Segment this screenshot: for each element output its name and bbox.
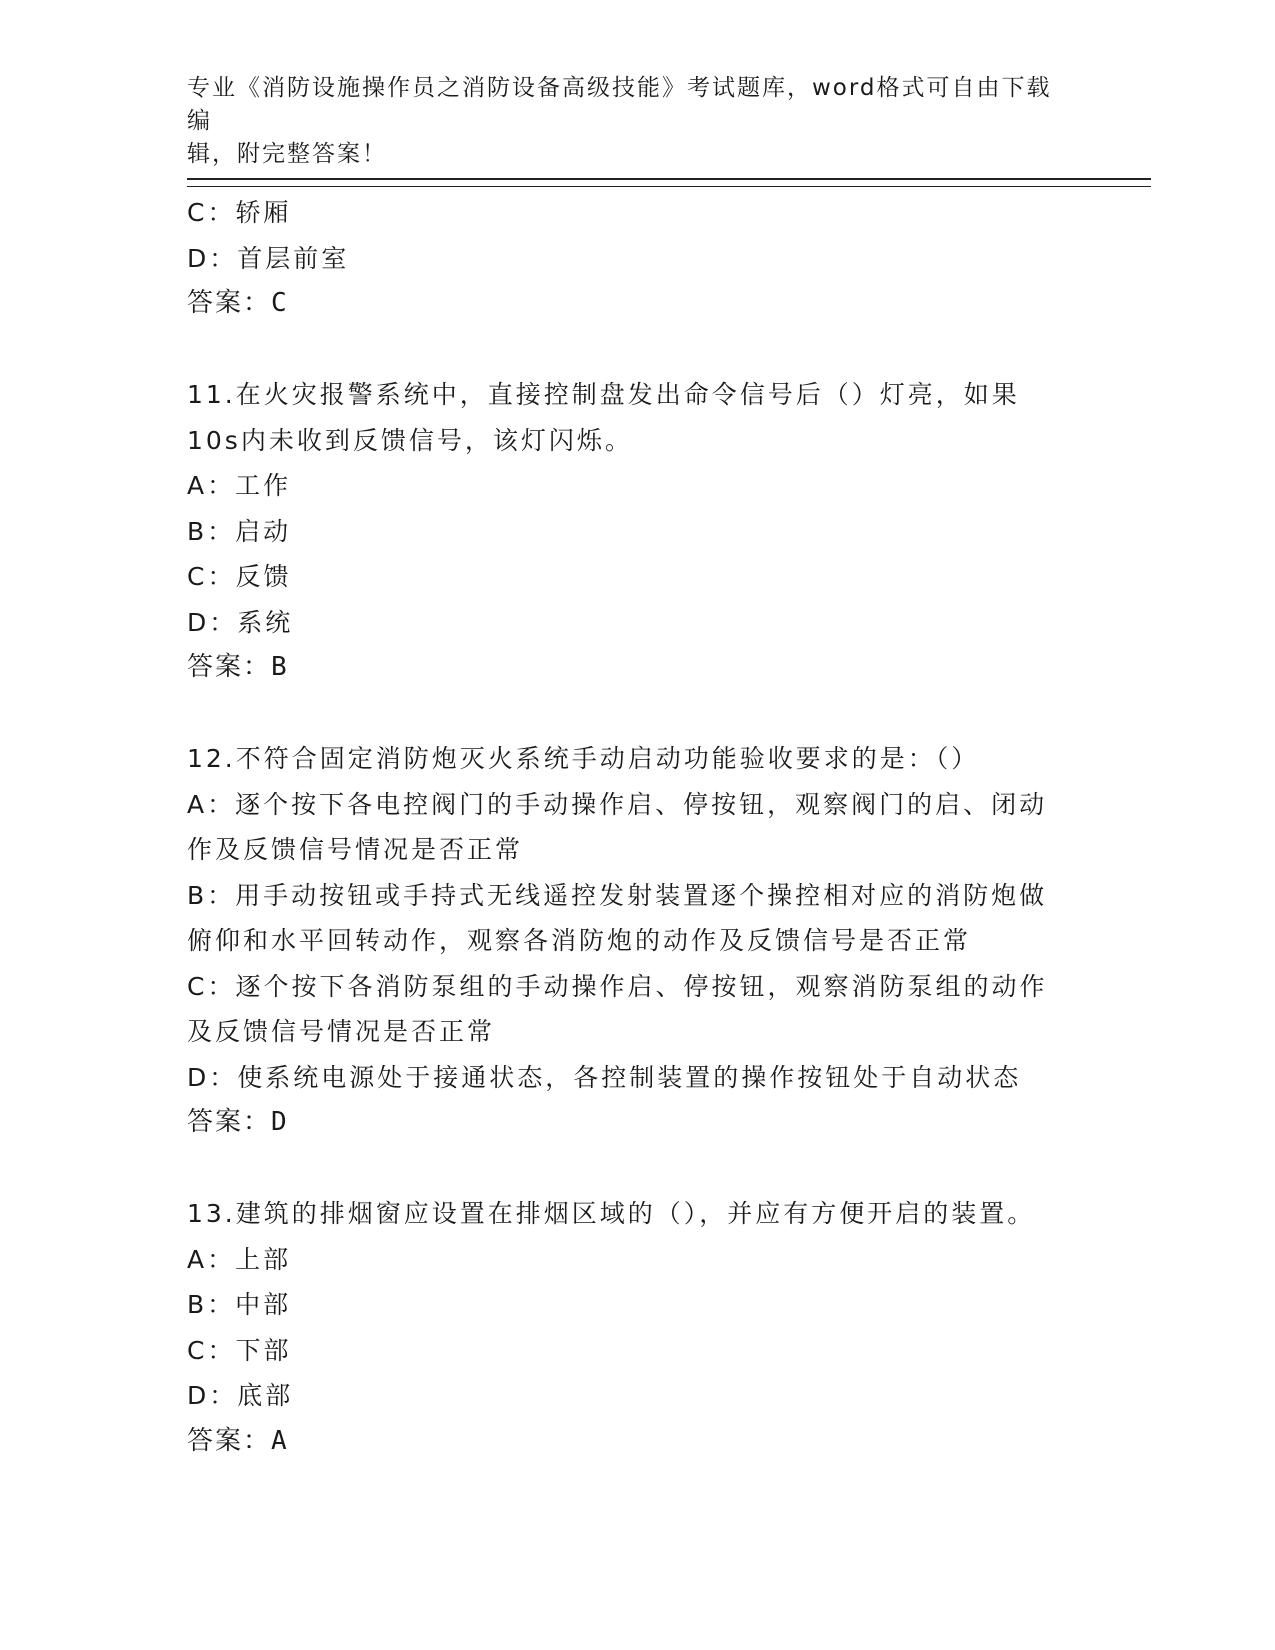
option-c-cont: 及反馈信号情况是否正常 — [187, 1017, 496, 1046]
option-b: B：启动 — [187, 516, 292, 546]
answer-label: 答案： — [187, 288, 272, 318]
option-c: C：轿厢 — [187, 198, 292, 227]
answer-label: 答案： — [187, 1425, 272, 1456]
option-c: C：反馈 — [187, 562, 292, 591]
answer — [187, 1100, 1087, 1146]
option-d: D：底部 — [187, 1381, 294, 1410]
option-c: C：下部 — [187, 1335, 292, 1365]
answer-value: D — [271, 1107, 288, 1137]
question-11-stem: 11.在火灾报警系统中，直接控制盘发出命令信号后（）灯亮，如果 — [187, 380, 1020, 409]
answer-value: A — [271, 1425, 288, 1456]
answer-label: 答案： — [187, 652, 272, 682]
answer — [187, 281, 1087, 327]
answer — [187, 1419, 1087, 1465]
question-12-stem: 12.不符合固定消防炮灭火系统手动启动功能验收要求的是：（） — [187, 744, 980, 773]
answer-value: B — [271, 652, 288, 682]
question-11-stem-cont: 10s内未收到反馈信号，该灯闪烁。 — [187, 425, 633, 455]
page-header — [187, 72, 1067, 171]
spacer — [187, 327, 1087, 373]
option-a: A：逐个按下各电控阀门的手动操作启、停按钮，观察阀门的启、闭动 — [187, 789, 1048, 819]
header-line-2: 辑，附完整答案！ — [187, 141, 387, 167]
answer — [187, 645, 1087, 691]
option-d: D：使系统电源处于接通状态，各控制装置的操作按钮处于自动状态 — [187, 1062, 1022, 1092]
option-b: B：中部 — [187, 1290, 292, 1319]
option-d: D：首层前室 — [187, 243, 350, 273]
option-a: A：上部 — [187, 1244, 292, 1274]
header-line-1: 专业《消防设施操作员之消防设备高级技能》考试题库，word格式可自由下载编 — [187, 75, 1052, 134]
question-13-stem: 13.建筑的排烟窗应设置在排烟区域的（），并应有方便开启的装置。 — [187, 1199, 1036, 1228]
answer-value: C — [271, 288, 288, 318]
option-b-cont: 俯仰和水平回转动作，观察各消防炮的动作及反馈信号是否正常 — [187, 926, 972, 955]
header-divider — [187, 178, 1151, 187]
spacer — [187, 691, 1087, 737]
option-b: B：用手动按钮或手持式无线遥控发射装置逐个操控相对应的消防炮做 — [187, 880, 1048, 910]
option-d: D：系统 — [187, 607, 294, 637]
spacer — [187, 1146, 1087, 1192]
question-content — [187, 190, 1087, 1464]
option-a: A：工作 — [187, 471, 292, 500]
option-a-cont: 作及反馈信号情况是否正常 — [187, 835, 524, 864]
answer-label: 答案： — [187, 1107, 272, 1137]
option-c: C：逐个按下各消防泵组的手动操作启、停按钮，观察消防泵组的动作 — [187, 971, 1048, 1001]
